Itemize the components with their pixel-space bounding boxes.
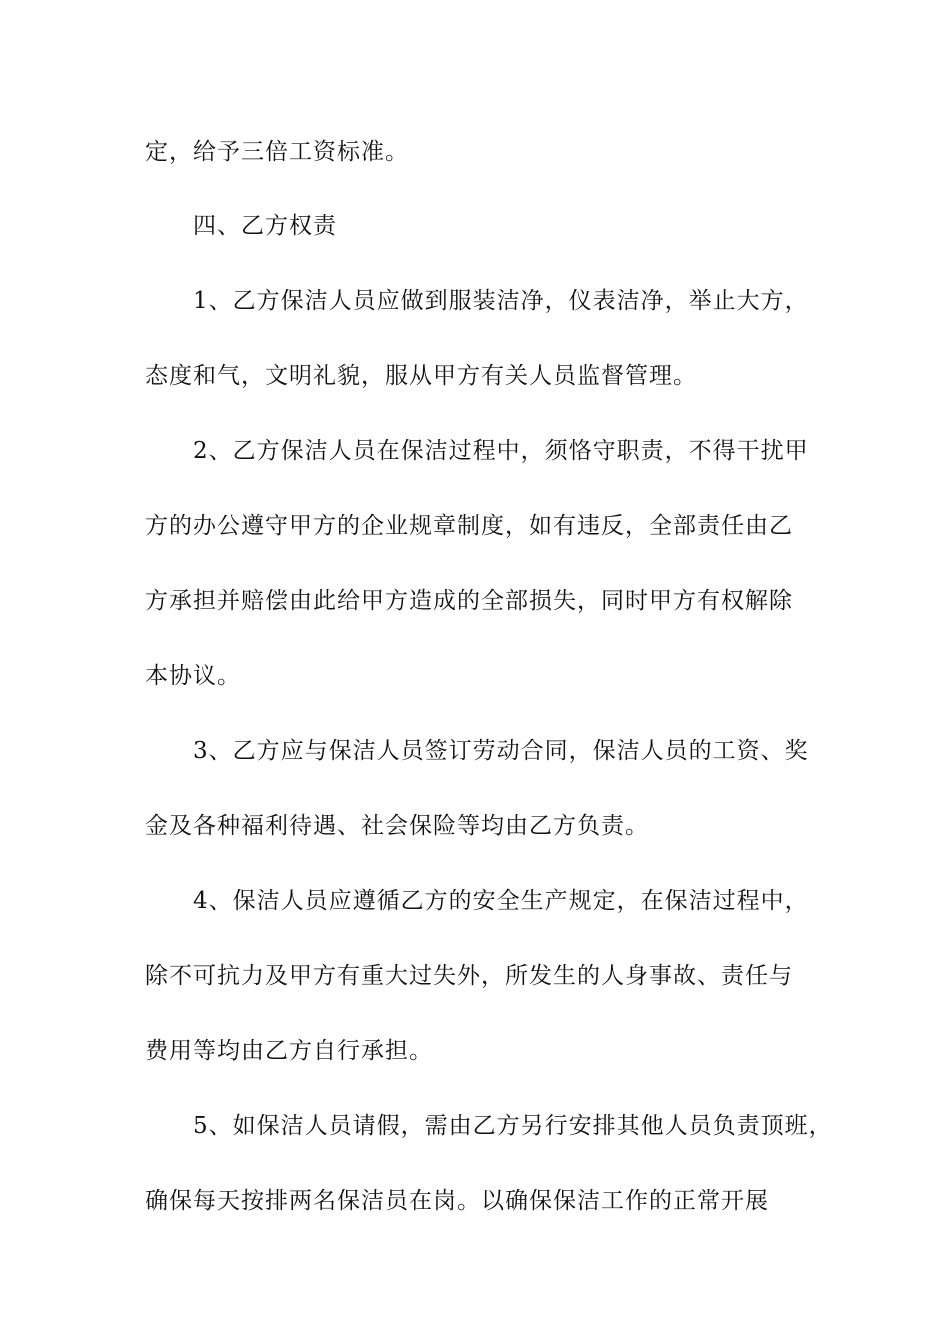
- text-line: 态度和气，文明礼貌，服从甲方有关人员监督管理。: [145, 363, 697, 389]
- text-line: 5、如保洁人员请假，需由乙方另行安排其他人员负责顶班，: [193, 1113, 833, 1139]
- text-line: 除不可抗力及甲方有重大过失外，所发生的人身事故、责任与: [145, 963, 793, 989]
- text-line: 确保每天按排两名保洁员在岗。以确保保洁工作的正常开展: [145, 1188, 769, 1214]
- text-line: 金及各种福利待遇、社会保险等均由乙方负责。: [145, 813, 649, 839]
- text-line: 费用等均由乙方自行承担。: [145, 1038, 433, 1064]
- text-line: 2、乙方保洁人员在保洁过程中，须恪守职责，不得干扰甲: [193, 438, 809, 464]
- text-line: 4、保洁人员应遵循乙方的安全生产规定，在保洁过程中，: [193, 888, 809, 914]
- text-line: 1、乙方保洁人员应做到服装洁净，仪表洁净，举止大方，: [193, 288, 809, 314]
- text-line: 方承担并赔偿由此给甲方造成的全部损失，同时甲方有权解除: [145, 588, 793, 614]
- text-line: 方的办公遵守甲方的企业规章制度，如有违反，全部责任由乙: [145, 513, 793, 539]
- text-line: 定，给予三倍工资标准。: [145, 139, 409, 165]
- section-heading: 四、乙方权责: [193, 213, 337, 239]
- text-line: 3、乙方应与保洁人员签订劳动合同，保洁人员的工资、奖: [193, 738, 809, 764]
- text-line: 本协议。: [145, 663, 241, 689]
